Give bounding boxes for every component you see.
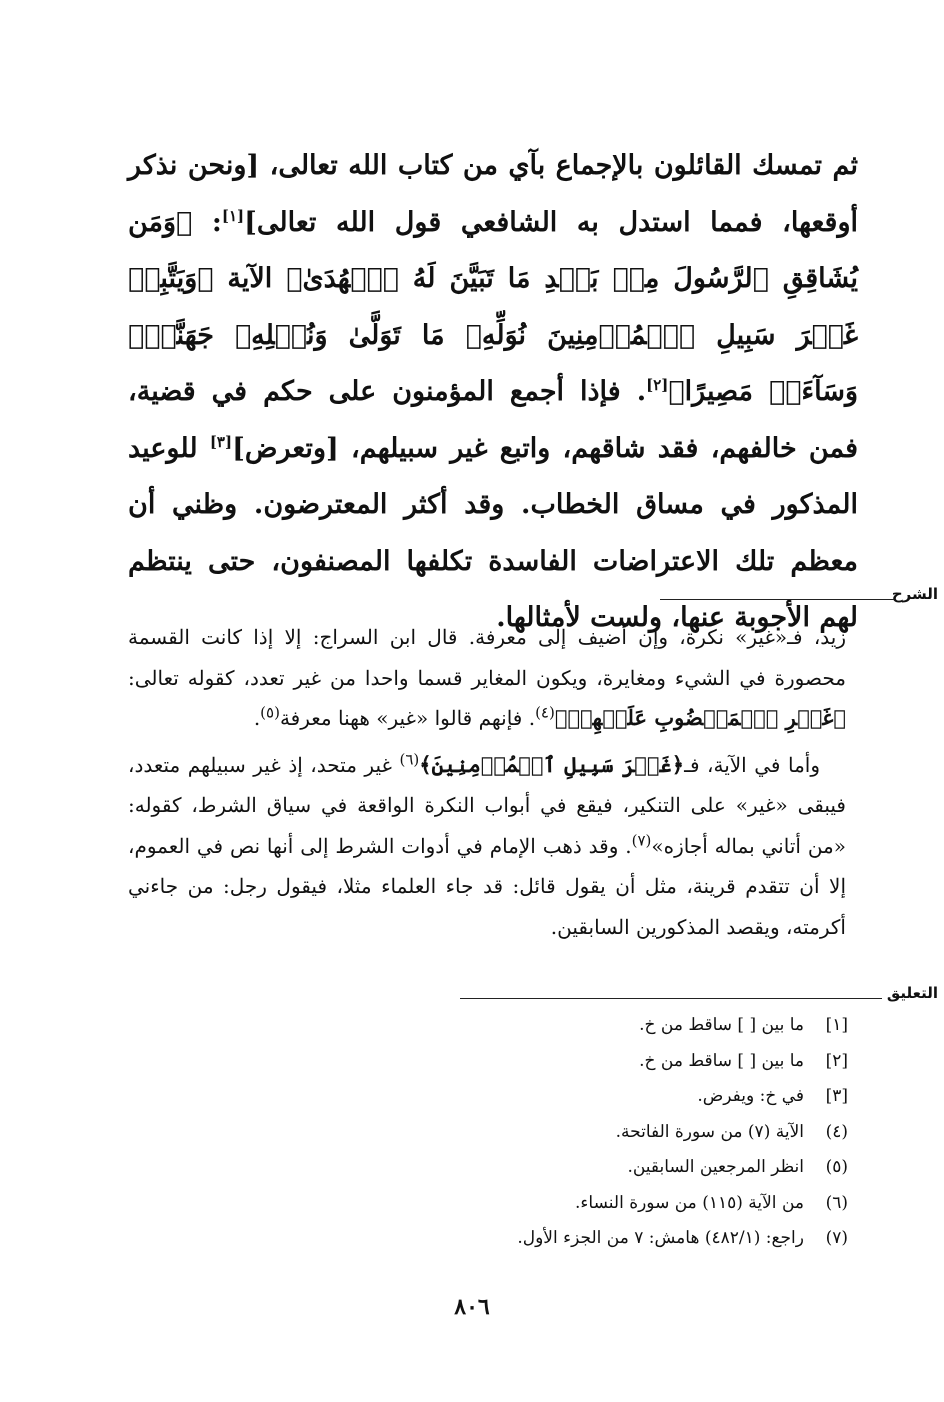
- commentary-segment: وأما في الآية، فـ: [684, 752, 821, 777]
- footnote-item: [208, 1115, 848, 1151]
- page-number: ٨٠٦: [454, 1294, 490, 1320]
- commentary-text: [128, 617, 846, 947]
- commentary-heading: الشرح: [891, 585, 938, 603]
- footnote-text: في خ: ويفرض.: [697, 1086, 804, 1106]
- footnote-number: [١]: [825, 1015, 848, 1035]
- quran-verse: ﴿غَيۡرَ سَبِيلِ ٱلۡمُؤۡمِنِينَ﴾: [419, 751, 685, 777]
- footnote-item: [208, 1221, 848, 1257]
- quran-verse: ﴿غَيۡرِ ٱلۡمَغۡضُوبِ عَلَيۡهِمۡ﴾: [554, 705, 846, 730]
- footnote-text: ما بين [ ] ساقط من خ.: [639, 1050, 804, 1071]
- quran-verse: ﴿وَيَتَّبِعۡ غَيۡرَ سَبِيلِ ٱلۡمُؤۡمِنِينَ نُوَلِّهِۦ مَا تَوَلَّىٰ وَنُصۡلِهِۦ جَهَنَّمَۖ وَسَآءَتۡ مَصِيرًا﴾: [128, 263, 858, 407]
- commentary-paragraph: [128, 745, 846, 948]
- main-text-segment: . فإذا أجمع المؤمنون على حكم في قضية، فمن خالفهم، فقد شاقهم، واتبع غير سبيلهم، [وتعرض]: [128, 376, 858, 464]
- footnote-text: انظر المرجعين السابقين.: [627, 1157, 804, 1177]
- main-text-segment: ثم تمسك القائلون بالإجماع بآي من كتاب الله تعالى، [ونحن نذكر أوقعها، فمما استدل به الشافعي قول الله تعالى]: [128, 150, 858, 238]
- footnote-text: الآية (٧) من سورة الفاتحة.: [615, 1121, 804, 1142]
- footnote-ref[interactable]: (٤): [535, 703, 555, 722]
- main-text: [128, 138, 858, 647]
- footnote-text: من الآية (١١٥) من سورة النساء.: [575, 1192, 804, 1213]
- footnote-ref[interactable]: [١]: [221, 206, 245, 225]
- footnote-number: (٤): [825, 1121, 848, 1142]
- footnote-item: [208, 1150, 848, 1186]
- footnote-text: ما بين [ ] ساقط من خ.: [639, 1015, 804, 1035]
- quran-verse: ﴿وَمَن يُشَاقِقِ ٱلرَّسُولَ مِنۢ بَعۡدِ مَا تَبَيَّنَ لَهُ ٱلۡهُدَىٰ﴾: [128, 206, 858, 294]
- footnotes-list: [208, 1008, 848, 1257]
- footnote-ref[interactable]: (٥): [260, 703, 280, 722]
- footnote-item: [208, 1044, 848, 1080]
- commentary-paragraph: [128, 617, 846, 739]
- commentary-segment: زيد، فـ«غير» نكرة، وإن أضيف إلى معرفة. قال ابن السراج: إلا إذا كانت القسمة محصورة في الشيء ومغايرة، ويكون المغاير قسما واحدا من غير تعدد، كقوله تعالى:: [128, 625, 846, 690]
- main-paragraph: [128, 138, 858, 647]
- notes-divider: [0, 984, 944, 1008]
- footnote-number: [٣]: [825, 1086, 848, 1106]
- footnote-number: (٥): [825, 1157, 848, 1177]
- footnote-item: [208, 1186, 848, 1222]
- footnote-ref[interactable]: (٧): [631, 830, 652, 849]
- main-text-segment: الآية: [213, 263, 287, 294]
- footnote-ref[interactable]: [٢]: [646, 376, 669, 394]
- divider-line: [660, 599, 894, 600]
- footnote-number: [٢]: [825, 1050, 848, 1071]
- footnote-text: راجع: (٤٨٢/١) هامش: ٧ من الجزء الأول.: [517, 1228, 804, 1248]
- footnote-item: [208, 1079, 848, 1115]
- commentary-divider: [0, 585, 944, 609]
- footnote-ref[interactable]: (٦): [399, 749, 420, 768]
- notes-heading: التعليق: [886, 984, 938, 1002]
- footnote-number: (٧): [825, 1228, 848, 1248]
- footnote-item: [208, 1008, 848, 1044]
- main-text-segment: :: [192, 206, 222, 238]
- commentary-segment: . وقد ذهب الإمام في أدوات الشرط إلى أنها نص في العموم، إلا أن تتقدم قرينة، مثل أن يقول قائل: قد جاء العلماء مثلا، فيقول رجل: من جاءني أكرمته، ويقصد المذكورين السابقين.: [128, 833, 846, 939]
- footnote-number: (٦): [825, 1192, 848, 1213]
- footnote-ref[interactable]: [٣]: [209, 432, 233, 451]
- commentary-segment: غير متحد، إذ غير سبيلهم متعدد، فيبقى «غير» على التنكير، فيقع في أبواب النكرة الواقعة في سياق الشرط، كقوله: «من أتاني بماله أجازه»: [128, 752, 846, 858]
- divider-line: [460, 998, 882, 999]
- main-text-segment: للوعيد المذكور في مساق الخطاب. وقد أكثر المعترضون. وظني أن معظم تلك الاعتراضات الفاسدة تكلفها المصنفون، حتى ينتظم لهم الأجوبة عنها، ولست لأمثالها.: [128, 432, 858, 633]
- commentary-segment: .: [253, 706, 261, 730]
- commentary-segment: . فإنهم قالوا «غير» ههنا معرفة: [279, 706, 536, 730]
